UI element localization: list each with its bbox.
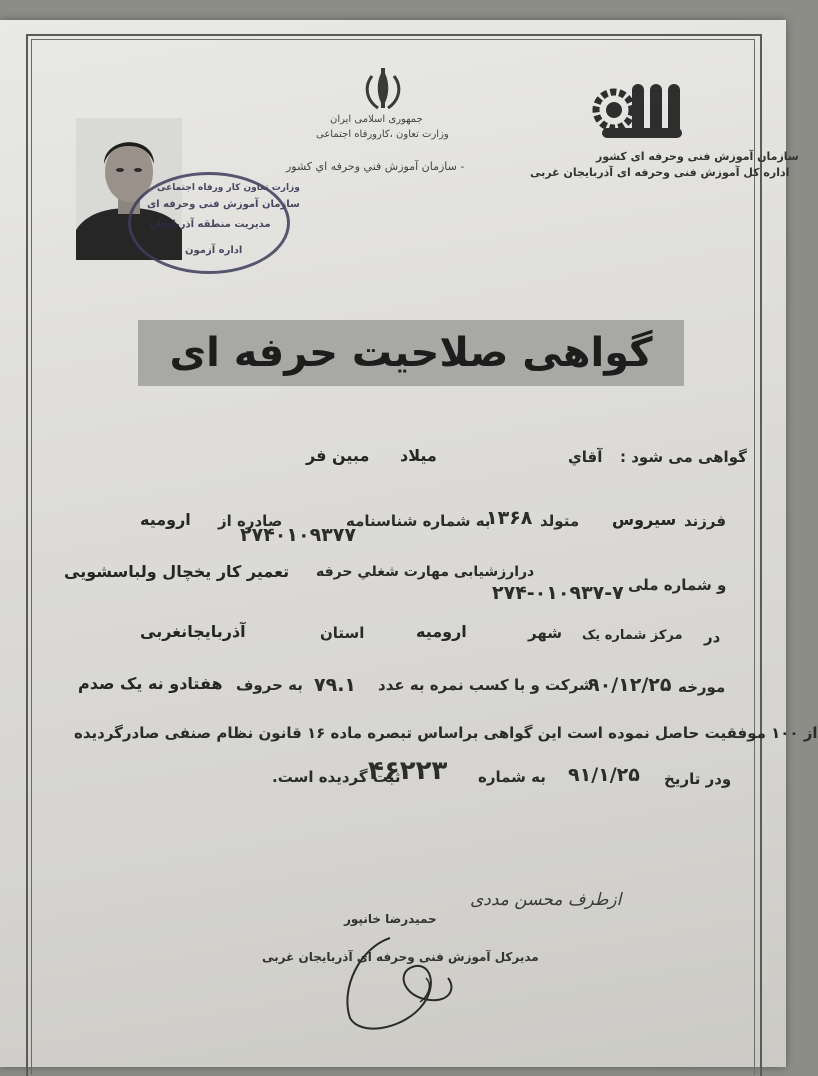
ministry-label: وزارت تعاون ،کارورفاه اجتماعی	[316, 129, 449, 140]
father-name: سیروس	[612, 510, 677, 529]
issued-place: ارومیه	[140, 510, 191, 529]
first-name: میلاد	[400, 446, 437, 465]
date-label: مورخه	[678, 678, 726, 696]
signer-title: مدیرکل آموزش فنی وحرفه ای آذربایجان غربی	[262, 950, 539, 964]
number-label: به شماره	[478, 768, 546, 786]
certify-label: گواهی می شود :	[620, 448, 747, 466]
score-number: ۷۹.۱	[314, 674, 357, 696]
center-name: مرکز شماره یک	[582, 628, 683, 643]
words-label: به حروف	[236, 676, 303, 694]
trade-name: تعمیر کار یخچال ولباسشویی	[64, 562, 290, 581]
stamp-line-3: مدیریت منطقه آذربایجان	[149, 219, 271, 230]
org-center-label: - سازمان آموزش فني وحرفه اي كشور	[286, 160, 465, 173]
issued-label: صادره از	[218, 512, 283, 530]
province-name: آذربایجانغربی	[140, 622, 246, 641]
last-name: مبین فر	[306, 446, 370, 465]
mr-label: آقاي	[568, 448, 603, 466]
registration-number: ۴۶۲۲۳	[368, 756, 448, 786]
iran-emblem-icon	[358, 66, 408, 112]
province-label: استان	[320, 624, 365, 642]
national-id-label: و شماره ملی	[628, 576, 727, 594]
in-label: در	[704, 628, 721, 646]
birth-year: ۱۳۶۸	[486, 507, 533, 529]
stamp-line-1: وزارت تعاون کار ورفاه اجتماعی	[157, 183, 300, 193]
signature-scribble-icon	[330, 928, 470, 1038]
stamp-line-4: اداره آزمون	[185, 245, 243, 256]
republic-label: جمهوری اسلامی ایران	[330, 114, 423, 125]
city-name: ارومیه	[416, 622, 467, 641]
id-label: به شماره شناسنامه	[346, 512, 491, 530]
score-in-words: هفتادو نه یک صدم	[78, 674, 223, 693]
exam-date: ۹۰/۱۲/۲۵	[588, 674, 672, 696]
score-label: شرکت و با کسب نمره به عدد	[378, 676, 594, 694]
signer-name: حمیدرضا خانپور	[344, 912, 437, 926]
org-office: اداره کل آموزش فنی وحرفه ای آذربایجان غربی	[530, 166, 790, 179]
id-number: ۲۷۴۰۱۰۹۳۷۷	[240, 524, 356, 546]
legal-text: از ۱۰۰ موفقیت حاصل نموده است این گواهی براساس تبصره ماده ۱۶ قانون نظام صنفی صادرگردیده	[74, 724, 818, 742]
official-stamp	[128, 172, 300, 274]
org-logo-icon	[592, 76, 688, 146]
certificate-title: گواهی صلاحیت حرفه ای	[169, 330, 653, 376]
stamp-line-2: سازمان آموزش فنی وحرفه ای	[147, 199, 300, 210]
national-id: ۲۷۴-۰۱۰۹۳۷-۷	[492, 582, 624, 604]
city-label: شهر	[528, 624, 562, 642]
handwritten-on-behalf: ازطرف محسن مددی	[470, 890, 622, 910]
assessment-label: درارزشیابی مهارت شغلي حرفه	[316, 564, 535, 580]
issue-date: ۹۱/۱/۲۵	[568, 764, 640, 786]
org-name: سازمان آموزش فنی وحرفه ای کشور	[596, 150, 799, 163]
issue-date-label: ودر تاریخ	[664, 770, 732, 788]
child-of-label: فرزند	[684, 512, 727, 530]
born-label: متولد	[540, 512, 580, 530]
registered-label: ثبت گردیده است.	[272, 768, 401, 786]
